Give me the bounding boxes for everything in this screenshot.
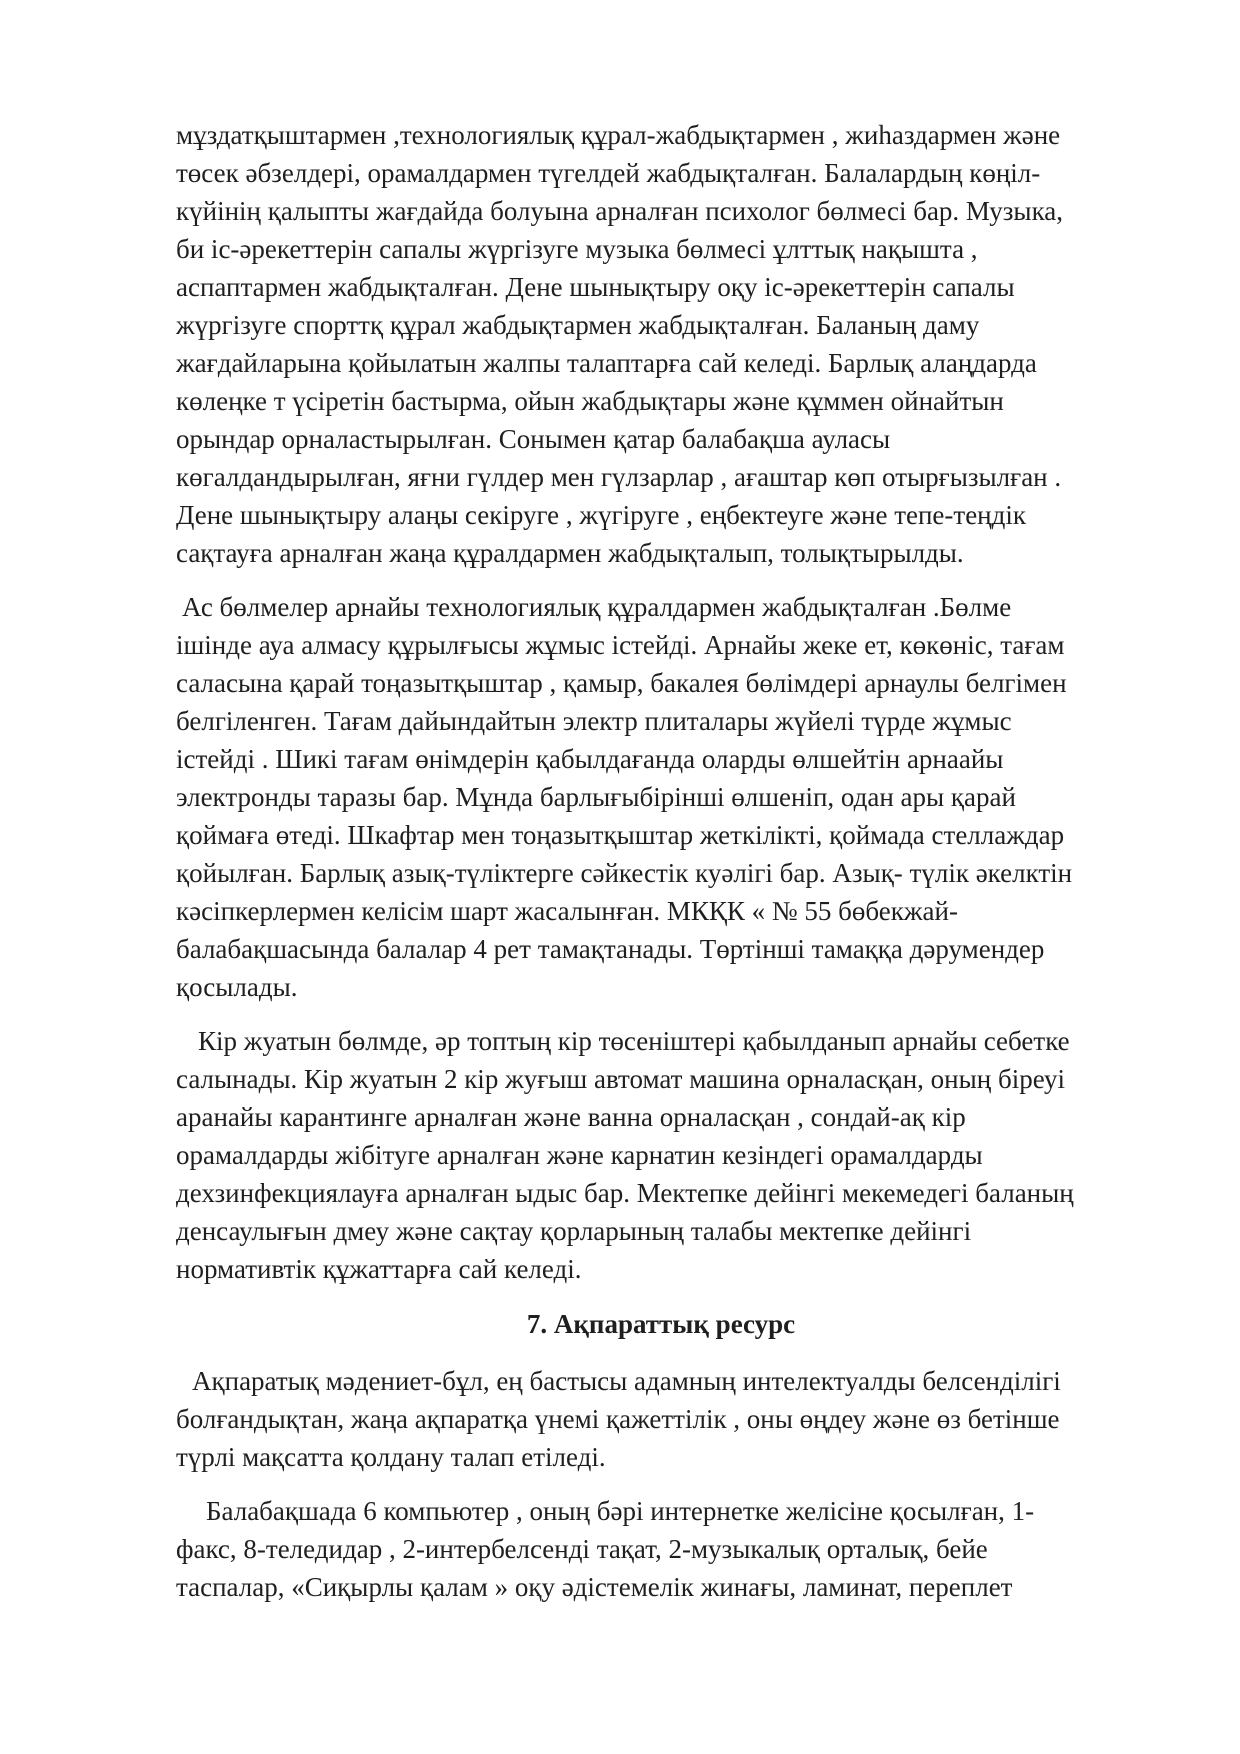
text-line: дехзинфекциялауға арналған ыдыс бар. Мектепке дейінгі мекемедегі баланың xyxy=(176,1178,1074,1208)
paragraph-information-culture xyxy=(176,1362,1146,1476)
text-line: Дене шынықтыру алаңы секіруге , жүгіруге , еңбектеуге және тепе-теңдік xyxy=(176,500,1026,530)
text-line: түрлі мақсатта қолдану талап етіледі. xyxy=(176,1442,606,1472)
paragraph-gap xyxy=(176,1288,1146,1304)
text-line: Ас бөлмелер арнайы технологиялық құралдармен жабдықталған .Бөлме xyxy=(182,592,1012,622)
text-line: мұздатқыштармен ,технологиялық құрал-жабдықтармен , жиһаздармен және xyxy=(176,120,1061,150)
text-line: салынады. Кір жуатын 2 кір жуғыш автомат машина орналасқан, оның біреуі xyxy=(176,1064,1066,1094)
paragraph-laundry xyxy=(176,1022,1146,1288)
paragraph-gap xyxy=(176,572,1146,588)
text-line: Ақпаратық мәдениет-бұл, ең бастысы адамның интелектуалды белсенділігі xyxy=(192,1366,1061,1396)
text-line: таспалар, «Сиқырлы қалам » оқу әдістемелік жинағы, ламинат, переплет xyxy=(176,1572,1013,1602)
paragraph-kitchen xyxy=(176,588,1146,1006)
paragraph-equipment xyxy=(176,116,1146,572)
text-line: денсаулығын дмеу және сақтау қорларының талабы мектепке дейінгі xyxy=(176,1216,972,1246)
text-line: төсек әбзелдері, орамалдармен түгелдей жабдықталған. Балалардың көңіл- xyxy=(176,158,1041,188)
document-body xyxy=(176,116,1146,1606)
text-line: орамалдарды жібітуге арналған және карнатин кезіндегі орамалдарды xyxy=(176,1140,983,1170)
text-line: жүргізуге спорттқ құрал жабдықтармен жабдықталған. Баланың даму xyxy=(176,310,980,340)
text-line: аранайы карантинге арналған және ванна орналасқан , сондай-ақ кір xyxy=(176,1102,966,1132)
paragraph-gap xyxy=(176,1006,1146,1022)
text-line: істейді . Шикі тағам өнімдерін қабылдағанда оларды өлшейтін арнаайы xyxy=(176,744,1004,774)
text-line: би іс-әрекеттерін сапалы жүргізуге музыка бөлмесі ұлттық нақышта , xyxy=(176,234,978,264)
text-line: аспаптармен жабдықталған. Дене шынықтыру оқу іс-әрекеттерін сапалы xyxy=(176,272,1015,302)
text-line: көгалдандырылған, яғни гүлдер мен гүлзарлар , ағаштар көп отырғызылған . xyxy=(176,462,1062,492)
text-line: қойылған. Барлық азық-түліктерге сәйкестік куәлігі бар. Азық- түлік әкелктін xyxy=(176,858,1073,888)
text-line: ішінде ауа алмасу құрылғысы жұмыс істейді. Арнайы жеке ет, көкөніс, тағам xyxy=(176,630,1065,660)
section-heading: 7. Ақпараттық ресурс xyxy=(526,1309,796,1339)
text-line: қоймаға өтеді. Шкафтар мен тоңазытқыштар жеткілікті, қоймада стеллаждар xyxy=(176,820,1065,850)
text-line: көлеңке т үсіретін бастырма, ойын жабдықтары және құммен ойнайтын xyxy=(176,386,1004,416)
paragraph-resources xyxy=(176,1492,1146,1606)
text-line: кәсіпкерлермен келісім шарт жасалынған. МКҚК « № 55 бөбекжай- xyxy=(176,896,958,926)
text-line: саласына қарай тоңазытқыштар , қамыр, бакалея бөлімдері арнаулы белгімен xyxy=(176,668,1067,698)
text-line: орындар орналастырылған. Сонымен қатар балабақша ауласы xyxy=(176,424,891,454)
paragraph-gap xyxy=(176,1476,1146,1492)
text-line: нормативтік құжаттарға сай келеді. xyxy=(176,1254,582,1284)
text-line: күйінің қалыпты жағдайда болуына арналған психолог бөлмесі бар. Музыка, xyxy=(176,196,1064,226)
text-line: балабақшасында балалар 4 рет тамақтанады. Төртінші тамаққа дәрумендер xyxy=(176,934,1045,964)
text-line: электронды таразы бар. Мұнда барлығыбірінші өлшеніп, одан ары қарай xyxy=(176,782,1016,812)
text-line: факс, 8-теледидар , 2-интербелсенді тақат, 2-музыкалық орталық, бейе xyxy=(176,1534,988,1564)
text-line: жағдайларына қойылатын жалпы талаптарға сай келеді. Барлық алаңдарда xyxy=(176,348,1037,378)
text-line: Кір жуатын бөлмде, әр топтың кір төсеніштері қабылданып арнайы себетке xyxy=(198,1026,1070,1056)
text-line: белгіленген. Тағам дайындайтын электр плиталары жүйелі түрде жұмыс xyxy=(176,706,1012,736)
text-line: сақтауға арналған жаңа құралдармен жабдықталып, толықтырылды. xyxy=(176,538,964,568)
text-line: Балабақшада 6 компьютер , оның бәрі интернетке желісіне қосылған, 1- xyxy=(206,1496,1035,1526)
text-line: болғандықтан, жаңа ақпаратқа үнемі қажеттілік , оны өңдеу және өз бетінше xyxy=(176,1404,1060,1434)
text-line: қосылады. xyxy=(176,972,298,1002)
